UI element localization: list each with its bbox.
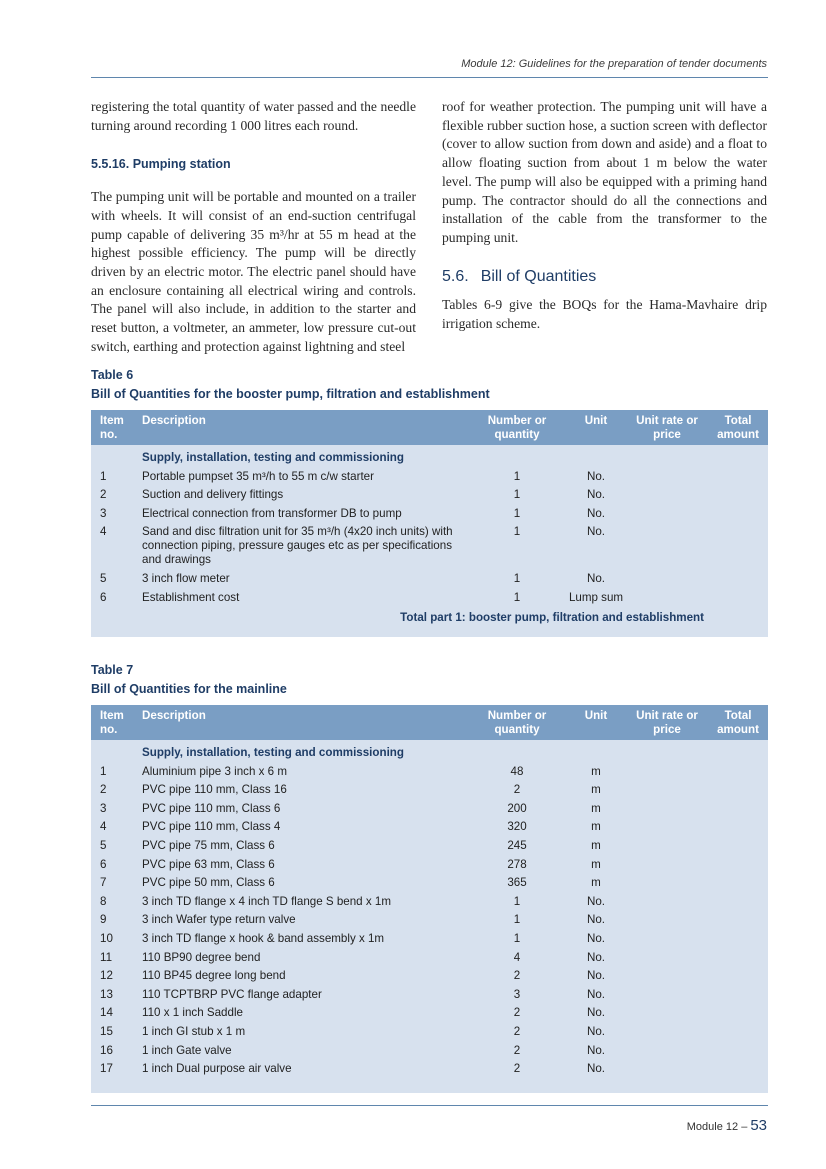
cell-quantity: 320 bbox=[507, 820, 527, 834]
header-description: Description bbox=[142, 414, 206, 427]
cell-description: 110 TCPTBRP PVC flange adapter bbox=[142, 987, 322, 1001]
page-footer bbox=[687, 1117, 767, 1134]
paragraph: registering the total quantity of water passed and the needle turning around recording 1 000 litres each round. bbox=[91, 99, 416, 133]
cell-description: 3 inch flow meter bbox=[142, 571, 230, 585]
table-row bbox=[91, 507, 768, 521]
section-heading bbox=[442, 268, 767, 287]
footer-label: Module 12 – bbox=[686, 1121, 748, 1133]
table-row bbox=[91, 969, 768, 983]
cell-item: 5 bbox=[100, 571, 107, 585]
table6-caption bbox=[91, 366, 490, 404]
table-row bbox=[91, 839, 768, 853]
cell-unit: No. bbox=[586, 571, 606, 585]
cell-unit: No. bbox=[586, 987, 606, 1001]
cell-item: 4 bbox=[100, 525, 107, 539]
cell-item: 3 bbox=[100, 506, 107, 520]
header-quantity: Number or quantity bbox=[487, 709, 547, 736]
cell-quantity: 2 bbox=[513, 969, 521, 983]
cell-quantity: 1 bbox=[513, 931, 521, 945]
table-row bbox=[91, 876, 768, 890]
cell-description: PVC pipe 110 mm, Class 6 bbox=[142, 801, 281, 815]
header-rate: Unit rate or price bbox=[636, 414, 698, 441]
cell-unit: m bbox=[591, 857, 601, 871]
table-row bbox=[91, 470, 768, 484]
table-row bbox=[91, 895, 768, 909]
cell-quantity: 2 bbox=[513, 783, 521, 797]
cell-quantity: 48 bbox=[510, 764, 524, 778]
table-row bbox=[91, 1062, 768, 1076]
cell-unit: No. bbox=[586, 1024, 606, 1038]
table-row bbox=[91, 591, 768, 605]
paragraph: roof for weather protection. The pumping unit will have a flexible rubber suction hose, a suction screen with deflector (cover to allow suction from down and aside) and a float to allow floating suction from about 1 m below the water level. The pump will also be equipped with a priming hand pump. The contractor should do all the connections and installation of the cable from the transformer to the pumping unit. bbox=[442, 99, 767, 245]
table-title: Bill of Quantities for the mainline bbox=[91, 682, 287, 696]
table-row bbox=[91, 783, 768, 797]
table-row bbox=[91, 913, 768, 927]
cell-description: Aluminium pipe 3 inch x 6 m bbox=[142, 764, 287, 778]
cell-unit: No. bbox=[586, 913, 606, 927]
cell-quantity: 3 bbox=[513, 987, 521, 1001]
cell-description: PVC pipe 75 mm, Class 6 bbox=[142, 838, 275, 852]
table-row bbox=[91, 858, 768, 872]
cell-unit: m bbox=[591, 876, 601, 890]
cell-description: PVC pipe 63 mm, Class 6 bbox=[142, 857, 275, 871]
cell-quantity: 1 bbox=[513, 894, 521, 908]
section-label: Supply, installation, testing and commissioning bbox=[142, 451, 404, 464]
cell-unit: m bbox=[591, 838, 601, 852]
cell-description: PVC pipe 50 mm, Class 6 bbox=[142, 876, 275, 890]
header-item: Item no. bbox=[100, 414, 124, 441]
section-label: Supply, installation, testing and commissioning bbox=[142, 746, 404, 759]
cell-unit: m bbox=[591, 764, 601, 778]
cell-item: 16 bbox=[100, 1043, 113, 1057]
header-rate: Unit rate or price bbox=[636, 709, 698, 736]
cell-unit: No. bbox=[586, 894, 606, 908]
cell-description: PVC pipe 110 mm, Class 16 bbox=[142, 783, 287, 797]
section-heading: 5.5.16. Pumping station bbox=[91, 157, 231, 172]
cell-item: 14 bbox=[100, 1006, 113, 1020]
cell-item: 15 bbox=[100, 1024, 113, 1038]
cell-quantity: 365 bbox=[507, 876, 527, 890]
table-row bbox=[91, 765, 768, 779]
cell-description: 3 inch TD flange x 4 inch TD flange S bend x 1m bbox=[142, 894, 391, 908]
cell-description: Establishment cost bbox=[142, 590, 240, 604]
cell-quantity: 278 bbox=[507, 857, 527, 871]
cell-unit: Lump sum bbox=[568, 590, 624, 604]
left-column bbox=[91, 98, 416, 356]
cell-description: Sand and disc filtration unit for 35 m³/h (4x20 inch units) with connection piping, pressure gauges etc as per specifications and drawings bbox=[142, 525, 453, 567]
cell-item: 17 bbox=[100, 1062, 113, 1076]
page-number: 53 bbox=[750, 1117, 767, 1134]
cell-description: 110 BP90 degree bend bbox=[142, 950, 261, 964]
footer-rule bbox=[91, 1105, 768, 1106]
cell-description: PVC pipe 110 mm, Class 4 bbox=[142, 820, 281, 834]
table-row bbox=[91, 802, 768, 816]
section-title: Bill of Quantities bbox=[480, 267, 597, 285]
header-description: Description bbox=[142, 709, 206, 722]
table7 bbox=[91, 705, 768, 1093]
cell-item: 10 bbox=[100, 931, 113, 945]
cell-quantity: 1 bbox=[513, 525, 521, 539]
table7-caption bbox=[91, 661, 287, 699]
cell-item: 8 bbox=[100, 894, 107, 908]
cell-unit: No. bbox=[586, 506, 606, 520]
header-unit: Unit bbox=[584, 709, 608, 722]
cell-unit: m bbox=[591, 783, 601, 797]
cell-unit: No. bbox=[586, 950, 606, 964]
cell-description: 1 inch Dual purpose air valve bbox=[142, 1062, 292, 1076]
cell-unit: No. bbox=[586, 525, 606, 539]
table-row bbox=[91, 820, 768, 834]
cell-unit: m bbox=[591, 801, 601, 815]
cell-quantity: 1 bbox=[513, 469, 521, 483]
cell-unit: No. bbox=[586, 931, 606, 945]
cell-item: 13 bbox=[100, 987, 113, 1001]
paragraph: Tables 6-9 give the BOQs for the Hama-Mavhaire drip irrigation scheme. bbox=[442, 297, 767, 332]
table6 bbox=[91, 410, 768, 637]
right-column bbox=[442, 98, 767, 334]
cell-quantity: 2 bbox=[513, 1006, 521, 1020]
table-body bbox=[91, 445, 768, 637]
table-header bbox=[91, 410, 768, 445]
cell-unit: No. bbox=[586, 969, 606, 983]
cell-quantity: 1 bbox=[513, 590, 521, 604]
cell-quantity: 2 bbox=[513, 1043, 521, 1057]
table-row bbox=[91, 572, 768, 586]
cell-description: 110 BP45 degree long bend bbox=[142, 969, 286, 983]
cell-item: 9 bbox=[100, 913, 107, 927]
cell-description: 1 inch Gate valve bbox=[142, 1043, 232, 1057]
cell-unit: No. bbox=[586, 1043, 606, 1057]
cell-quantity: 1 bbox=[513, 571, 521, 585]
cell-quantity: 245 bbox=[507, 838, 527, 852]
cell-quantity: 200 bbox=[507, 801, 527, 815]
table-body bbox=[91, 740, 768, 1093]
section-row bbox=[91, 451, 768, 465]
paragraph: The pumping unit will be portable and mounted on a trailer with wheels. It will consist of an end-suction centrifugal pump capable of delivering 35 m³/hr at 55 m head at the highest possible efficiency. The pump will be directly driven by an electric motor. The electric panel should have an enclosure containing all electrical wiring and controls. The panel will also include, in addition to the starter and reset button, a voltmeter, an ammeter, low pressure cut-out switch, earthing and protection against lightning and steel bbox=[91, 189, 416, 354]
cell-item: 1 bbox=[100, 764, 107, 778]
running-header: Module 12: Guidelines for the preparation of tender documents bbox=[461, 58, 767, 70]
cell-quantity: 1 bbox=[513, 913, 521, 927]
cell-description: Electrical connection from transformer DB to pump bbox=[142, 506, 402, 520]
cell-item: 12 bbox=[100, 969, 113, 983]
table-row bbox=[91, 1006, 768, 1020]
cell-quantity: 2 bbox=[513, 1062, 521, 1076]
cell-item: 3 bbox=[100, 801, 107, 815]
header-total: Total amount bbox=[717, 709, 759, 736]
header-quantity: Number or quantity bbox=[487, 414, 547, 441]
table-row bbox=[91, 488, 768, 502]
section-number: 5.6. bbox=[442, 267, 469, 285]
cell-description: 3 inch TD flange x hook & band assembly x 1m bbox=[142, 931, 385, 945]
cell-item: 11 bbox=[100, 950, 113, 964]
cell-item: 1 bbox=[100, 469, 107, 483]
cell-item: 2 bbox=[100, 488, 107, 502]
cell-description: Suction and delivery fittings bbox=[142, 488, 284, 502]
cell-unit: No. bbox=[586, 488, 606, 502]
cell-item: 2 bbox=[100, 783, 107, 797]
cell-quantity: 2 bbox=[513, 1024, 521, 1038]
table-header bbox=[91, 705, 768, 740]
cell-unit: No. bbox=[586, 1062, 606, 1076]
cell-description: 110 x 1 inch Saddle bbox=[142, 1006, 243, 1020]
cell-unit: No. bbox=[586, 1006, 606, 1020]
table-row bbox=[91, 525, 768, 567]
cell-item: 7 bbox=[100, 876, 107, 890]
cell-item: 4 bbox=[100, 820, 107, 834]
table-row bbox=[91, 932, 768, 946]
header-item: Item no. bbox=[100, 709, 124, 736]
total-row: Total part 1: booster pump, filtration and establishment bbox=[400, 610, 704, 624]
cell-item: 6 bbox=[100, 857, 107, 871]
header-total: Total amount bbox=[717, 414, 759, 441]
cell-quantity: 4 bbox=[513, 950, 521, 964]
cell-quantity: 1 bbox=[513, 488, 521, 502]
cell-description: 1 inch GI stub x 1 m bbox=[142, 1024, 246, 1038]
table-title: Bill of Quantities for the booster pump, filtration and establishment bbox=[91, 387, 490, 401]
cell-description: 3 inch Wafer type return valve bbox=[142, 913, 296, 927]
cell-unit: No. bbox=[586, 469, 606, 483]
cell-unit: m bbox=[591, 820, 601, 834]
table-row bbox=[91, 1025, 768, 1039]
table-row bbox=[91, 951, 768, 965]
cell-item: 5 bbox=[100, 838, 107, 852]
table-row bbox=[91, 1044, 768, 1058]
cell-quantity: 1 bbox=[513, 506, 521, 520]
header-rule bbox=[91, 77, 768, 78]
table-row bbox=[91, 988, 768, 1002]
header-unit: Unit bbox=[584, 414, 608, 427]
cell-description: Portable pumpset 35 m³/h to 55 m c/w starter bbox=[142, 469, 374, 483]
section-row bbox=[91, 746, 768, 760]
table-label: Table 7 bbox=[91, 663, 134, 677]
cell-item: 6 bbox=[100, 590, 107, 604]
table-label: Table 6 bbox=[91, 368, 134, 382]
